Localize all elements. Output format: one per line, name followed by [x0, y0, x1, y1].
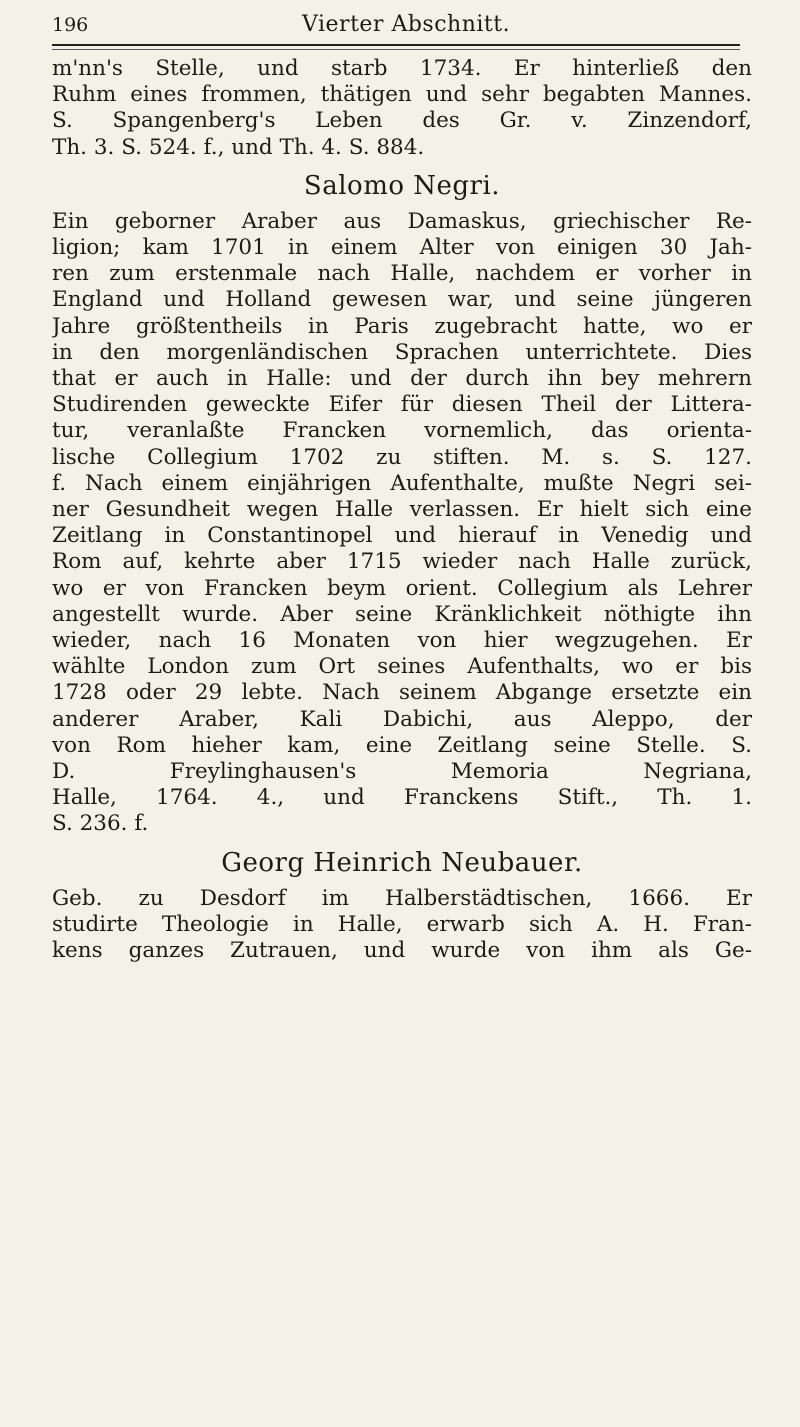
text-line: S. Spangenberg's Leben des Gr. v. Zinzendorf,	[52, 108, 752, 134]
running-head	[52, 8, 740, 36]
text-line: D. Freylinghausen's Memoria Negriana,	[52, 759, 752, 785]
entry-paragraph-neubauer	[52, 886, 752, 965]
header-rule-thin	[52, 49, 740, 50]
header-rule	[52, 44, 740, 46]
text-line: tur, veranlaßte Francken vornemlich, das orienta-	[52, 418, 752, 444]
text-line: wählte London zum Ort seines Aufenthalts, wo er bis	[52, 654, 752, 680]
text-line: Geb. zu Desdorf im Halberstädtischen, 1666. Er	[52, 885, 752, 911]
text-line: Halle, 1764. 4., und Franckens Stift., Th. 1.	[52, 785, 752, 811]
text-line: wo er von Francken beym orient. Collegium als Lehrer	[52, 575, 752, 601]
text-line: ligion; kam 1701 in einem Alter von einigen 30 Jah-	[52, 235, 752, 261]
text-line: wieder, nach 16 Monaten von hier wegzugehen. Er	[52, 628, 752, 654]
text-line: Ein geborner Araber aus Damaskus, griechischer Re-	[52, 208, 752, 234]
text-line: anderer Araber, Kali Dabichi, aus Aleppo, der	[52, 706, 752, 732]
text-line: ren zum erstenmale nach Halle, nachdem er vorher in	[52, 261, 752, 287]
text-line: in den morgenländischen Sprachen unterrichtete. Dies	[52, 339, 752, 365]
text-line: angestellt wurde. Aber seine Kränklichkeit nöthigte ihn	[52, 601, 752, 627]
continuation-paragraph	[52, 56, 752, 161]
text-line: Ruhm eines frommen, thätigen und sehr begabten Mannes.	[52, 82, 752, 108]
text-line: f. Nach einem einjährigen Aufenthalte, mußte Negri sei-	[52, 470, 752, 496]
entry-paragraph-negri	[52, 209, 752, 838]
text-line: von Rom hieher kam, eine Zeitlang seine Stelle. S.	[52, 732, 752, 758]
text-line: 1728 oder 29 lebte. Nach seinem Abgange ersetzte ein	[52, 680, 752, 706]
text-line: Jahre größtentheils in Paris zugebracht hatte, wo er	[52, 313, 752, 339]
section-title: Vierter Abschnitt.	[302, 12, 511, 37]
text-line: Th. 3. S. 524. f., und Th. 4. S. 884.	[52, 134, 425, 160]
text-line: m'nn's Stelle, und starb 1734. Er hinterließ den	[52, 56, 752, 81]
text-line: Studirenden geweckte Eifer für diesen Theil der Littera-	[52, 392, 752, 418]
text-line: studirte Theologie in Halle, erwarb sich A. H. Fran-	[52, 911, 752, 937]
text-line: kens ganzes Zutrauen, und wurde von ihm als Ge-	[52, 938, 752, 964]
text-line: England und Holland gewesen war, und seine jüngeren	[52, 287, 752, 313]
entry-heading-negri: Salomo Negri.	[303, 170, 501, 201]
text-line: ner Gesundheit wegen Halle verlassen. Er hielt sich eine	[52, 497, 752, 523]
entry-heading-neubauer: Georg Heinrich Neubauer.	[221, 847, 583, 878]
text-line: lische Collegium 1702 zu stiften. M. s. S. 127.	[52, 444, 752, 470]
page-number: 196	[52, 14, 89, 36]
text-line: that er auch in Halle: und der durch ihn bey mehrern	[52, 366, 752, 392]
text-line: Zeitlang in Constantinopel und hierauf in Venedig und	[52, 523, 752, 549]
text-line: Rom auf, kehrte aber 1715 wieder nach Halle zurück,	[52, 549, 752, 575]
page-body	[52, 56, 752, 964]
text-line: S. 236. f.	[52, 811, 149, 837]
